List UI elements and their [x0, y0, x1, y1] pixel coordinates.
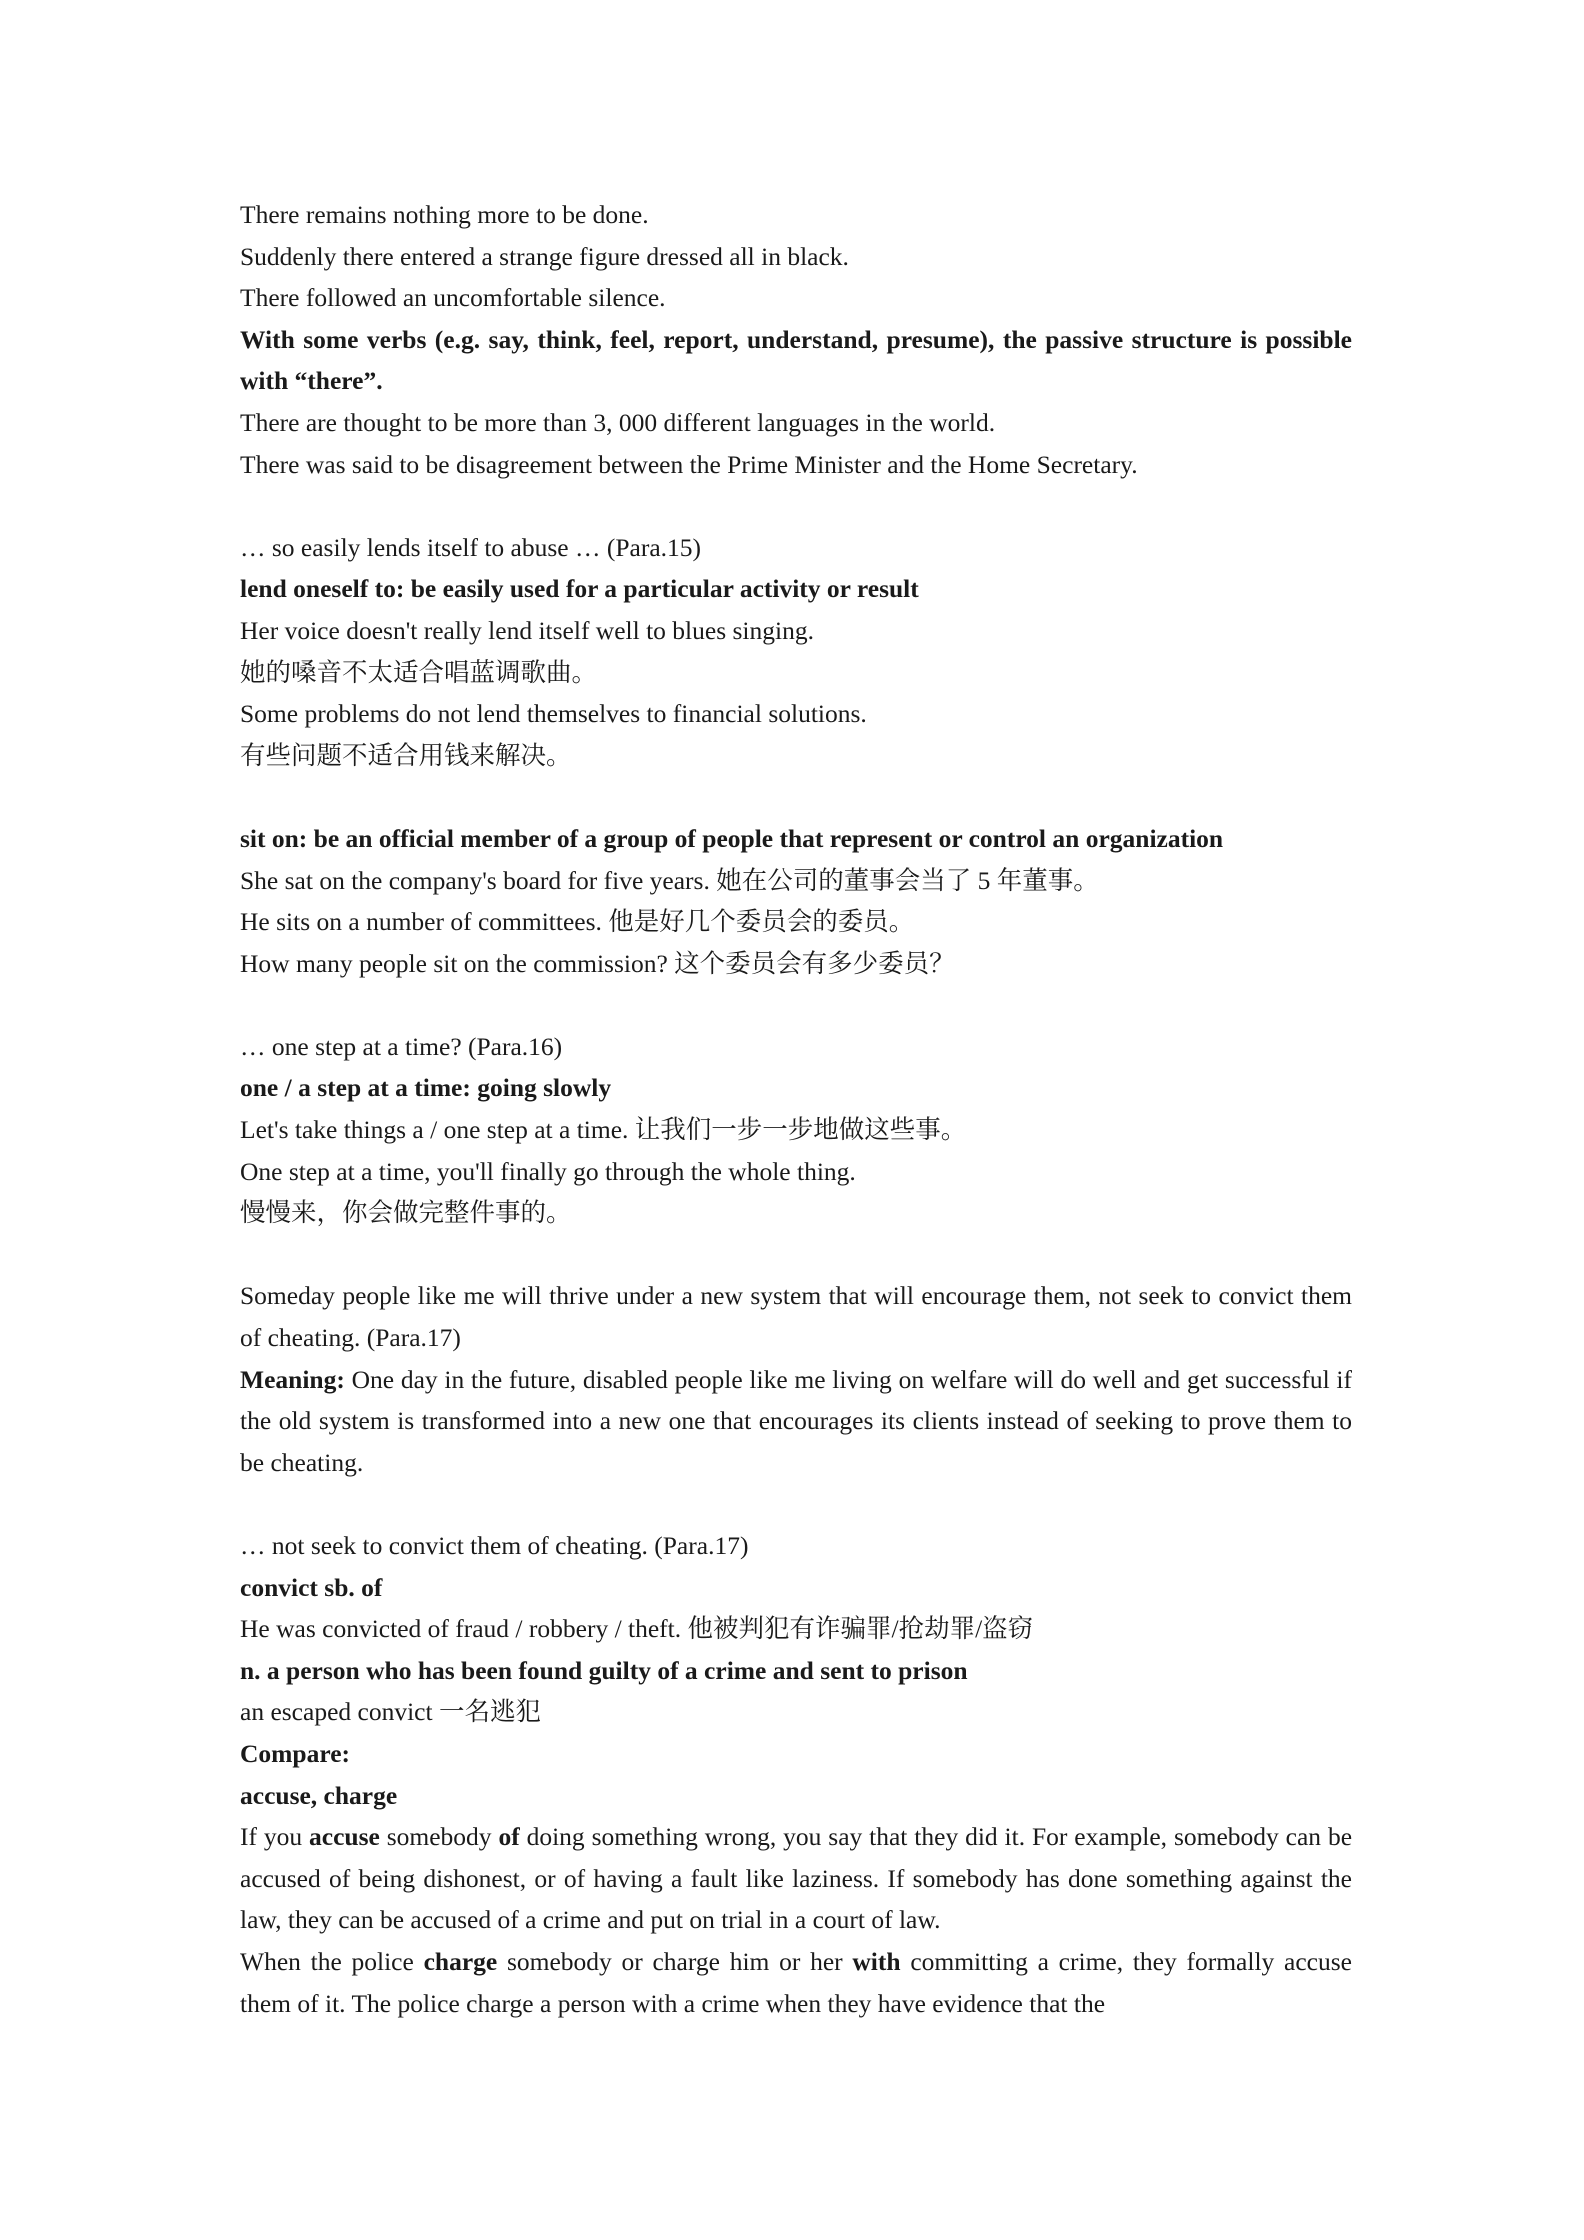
example-translation: 有些问题不适合用钱来解决。: [240, 740, 572, 770]
example-sentence: He was convicted of fraud / robbery / theft. 他被判犯有诈骗罪/抢劫罪/盗窃: [240, 1614, 1034, 1644]
example-sentence: One step at a time, you'll finally go through the whole thing.: [240, 1156, 856, 1186]
paragraph-gap: [240, 1483, 1352, 1525]
example-sentence: Her voice doesn't really lend itself well to blues singing.: [240, 615, 814, 645]
example-sentence: Some problems do not lend themselves to financial solutions.: [240, 699, 867, 729]
example-translation: 她的嗓音不太适合唱蓝调歌曲。: [240, 657, 598, 687]
phrase-definition: sit on: be an official member of a group of people that represent or control an organization: [240, 823, 1224, 853]
example-translation: 慢慢来，你会做完整件事的。: [240, 1198, 572, 1228]
example-sentence: There was said to be disagreement between the Prime Minister and the Home Secretary.: [240, 449, 1138, 479]
accuse-text-3: doing something wrong, you say that they did it. For example, somebody can be accused of being dishonest, or of having a fault like laziness. If somebody has done something against the law, they can be accused of a crime and put on trial in a court of law.: [240, 1822, 1353, 1935]
document-page: [240, 194, 1352, 2024]
paragraph-gap: [240, 776, 1352, 818]
paragraph-gap: [240, 485, 1352, 527]
compare-label: Compare:: [240, 1738, 351, 1768]
example-sentence: Suddenly there entered a strange figure dressed all in black.: [240, 241, 849, 271]
example-sentence: Let's take things a / one step at a time. 让我们一步一步地做这些事。: [240, 1115, 967, 1145]
example-sentence: How many people sit on the commission? 这个委员会有多少委员？: [240, 948, 955, 978]
example-sentence: There followed an uncomfortable silence.: [240, 283, 666, 313]
accuse-keyword: accuse: [309, 1822, 380, 1852]
example-sentence: There are thought to be more than 3, 000 different languages in the world.: [240, 407, 996, 437]
example-sentence: He sits on a number of committees. 他是好几个委员会的委员。: [240, 907, 915, 937]
accuse-preposition: of: [498, 1822, 520, 1852]
grammar-rule: With some verbs (e.g. say, think, feel, report, understand, presume), the passive structure is possible with “there”.: [240, 324, 1352, 396]
compare-words: accuse, charge: [240, 1780, 398, 1810]
charge-preposition: with: [852, 1946, 901, 1976]
text-quote: Someday people like me will thrive under a new system that will encourage them, not seek to convict them of cheating. (Para.17): [240, 1281, 1352, 1353]
phrase-definition: lend oneself to: be easily used for a particular activity or result: [240, 574, 919, 604]
text-quote: … one step at a time? (Para.16): [240, 1031, 563, 1061]
noun-definition: n. a person who has been found guilty of a crime and sent to prison: [240, 1655, 968, 1685]
meaning-text: One day in the future, disabled people like me living on welfare will do well and get successful if the old system is transformed into a new one that encourages its clients instead of seeking to prove them to be cheating.: [240, 1364, 1352, 1477]
meaning-paragraph: [240, 1359, 1352, 1484]
example-sentence: There remains nothing more to be done.: [240, 200, 649, 229]
accuse-text-2: somebody: [379, 1822, 499, 1852]
meaning-label: Meaning:: [240, 1364, 345, 1394]
text-quote: … not seek to convict them of cheating. (Para.17): [240, 1531, 749, 1560]
paragraph-gap: [240, 984, 1352, 1026]
charge-keyword: charge: [423, 1946, 498, 1976]
phrase-heading: convict sb. of: [240, 1572, 383, 1602]
phrase-definition: one / a step at a time: going slowly: [240, 1073, 612, 1103]
charge-paragraph: [240, 1941, 1352, 2024]
charge-text-1: When the police: [240, 1946, 424, 1976]
charge-text-2: somebody or charge him or her: [497, 1946, 853, 1976]
accuse-paragraph: [240, 1816, 1352, 1941]
charge-text-3: committing a crime, they formally accuse them of it. The police charge a person with a crime when they have evidence that the: [240, 1946, 1352, 2018]
accuse-text-1: If you: [240, 1822, 310, 1852]
example-sentence: She sat on the company's board for five years. 她在公司的董事会当了 5 年董事。: [240, 865, 1099, 895]
text-quote: … so easily lends itself to abuse … (Para.15): [240, 532, 702, 562]
example-sentence: an escaped convict 一名逃犯: [240, 1697, 541, 1727]
paragraph-gap: [240, 1234, 1352, 1276]
